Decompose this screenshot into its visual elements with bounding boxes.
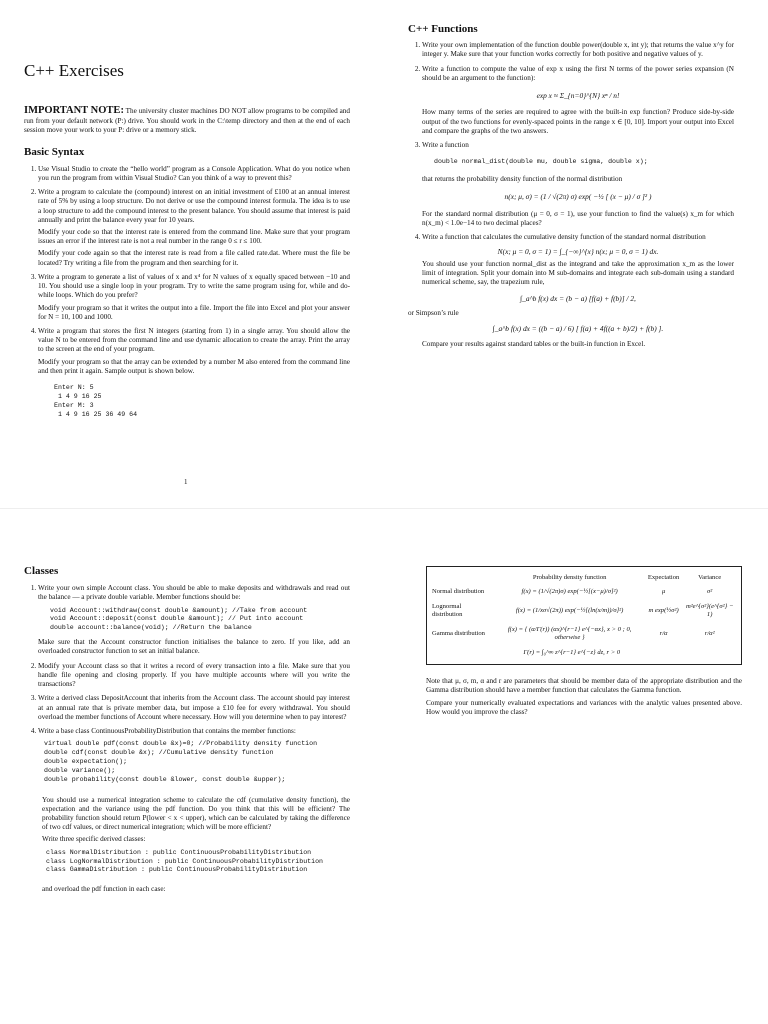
functions-heading: C++ Functions <box>408 23 478 35</box>
classes-heading: Classes <box>24 565 59 577</box>
important-note <box>24 104 350 136</box>
paragraph: Compare your numerically evaluated expectations and variances with the analytic values presented above. How would you improve the class? <box>426 698 742 716</box>
list-item: 1. Write your own simple Account class. You should be able to make deposits and withdrawals and read out the balance — a private double variable. Member functions should be: void Account::withdraw(const double &amount); //Take from account void Account::deposit(const double &amount); // Put into account double account::balance(void); //Return the balance Make sure that the Account constructor function initialises the balance to zero. If you like, add an overloaded constructor function to set an initial balance. <box>38 584 350 657</box>
list-item: 4. Write a function that calculates the cumulative density function of the standard normal distribution N(x; μ = 0, σ = 1) = ∫_{−∞}^{x} n(x; μ = 0, σ = 1) dx. You should use your function normal_dist as the integrand and take the approximation x_m as the lower limit of integration. Split your domain into M sub-domains and integrate each sub-domain using a standard numerical scheme, say, the trapezium rule, ∫_a^b f(x) dx = (b − a) [f(a) + f(b)] / 2, or Simpson’s rule ∫_a^b f(x) dx = ((b − a) / 6) [ f(a) + 4f((a + b)/2) + f(b) ]. Compare your results against standard tables or the built-in function in Excel. <box>422 233 734 349</box>
basic-syntax-list <box>24 165 350 376</box>
important-note-heading: IMPORTANT NOTE: <box>24 104 124 116</box>
paragraph: You should use a numerical integration scheme to calculate the cdf (cumulative density function), the expectation and the variance using the pdf function. Do you think that this will be efficient? The probability function should return P(lower < x < upper), which can be calculated by taking the difference of two cdf values, or direct numerical integration; which will be more efficient? <box>42 795 350 832</box>
list-item: 1. Use Visual Studio to create the “hello world” program as a Console Application. What do you notice when you run the program from within Visual Studio? Can you think of a way to prevent this? <box>38 165 350 183</box>
equation: exp x ≈ Σ_{n=0}^{N} xⁿ / n! <box>536 90 620 100</box>
classes-list <box>24 584 350 785</box>
basic-syntax-heading: Basic Syntax <box>24 145 85 158</box>
list-item: 3. Write a derived class DepositAccount that inherits from the Account class. The account should pay interest at an annual rate that is private member data, but impose a £10 fee for every withdrawal. You should overload the member functions of Account where necessary. How will you determine when to pay interest? <box>38 694 350 722</box>
table-footer-row <box>430 646 738 660</box>
equation: ∫_a^b f(x) dx = (b − a) [f(a) + f(b)] / 2, <box>520 293 636 303</box>
column-header: Variance <box>698 574 722 581</box>
page-title: C++ Exercises <box>24 61 124 80</box>
code-block: double normal_dist(double mu, double sigma, double x); <box>434 158 648 166</box>
list-item: 2. Modify your Account class so that it writes a record of every transaction into a file. Make sure that you handle file opening and closing properly. If you have multiple accounts where will you write the transactions? <box>38 662 350 690</box>
column-header: Probability density function <box>532 574 607 581</box>
page1-left-column <box>24 60 350 425</box>
list-item: 1. Write your own implementation of the function double power(double x, int y); that returns the value x^y for integer y. Make sure that your function works correctly for both positive and negative values of y. <box>422 41 734 59</box>
derived-classes-code: class NormalDistribution : public ContinuousProbabilityDistribution class LogNormalDistribution : public ContinuousProbabilityDistribution class GammaDistribution : public ContinuousProbabilityDistribution <box>46 848 323 874</box>
table-row: Gamma distribution f(x) = { (α/Γ(r)) (αx)^{r−1} e^{−αx}, x > 0 ; 0, otherwise } r/α r/α² <box>432 625 715 642</box>
column-header: Expectation <box>647 574 680 581</box>
page2-left-column <box>24 564 350 898</box>
distribution-table <box>430 571 738 660</box>
page-number: 1 <box>184 478 188 486</box>
list-item: 4. Write a program that stores the first N integers (starting from 1) in a single array. You should allow the value N to be entered from the command line and use dynamic allocation to create the array. Print the array to the screen at the end of your program. Modify your program so that the array can be extended by a number M also entered from the command line and then print it again. Sample output is shown below. <box>38 327 350 376</box>
page2-right-column <box>426 566 742 720</box>
page-divider <box>0 508 768 509</box>
list-item: 3. Write a function double normal_dist(double mu, double sigma, double x); that returns the probability density function of the normal distribution n(x; μ, σ) = (1 / √(2π) σ) exp( −½ [ (x − μ) / σ ]² ) For the standard normal distribution (μ = 0, σ = 1), use your function to find the value(s) x_m for which n(x_m) < 1.0e−14 to two decimal places? <box>422 141 734 228</box>
page1-right-column <box>408 22 734 354</box>
equation: N(x; μ = 0, σ = 1) = ∫_{−∞}^{x} n(x; μ = 0, σ = 1) dx. <box>497 246 659 256</box>
list-item: 4. Write a base class ContinuousProbabilityDistribution that contains the member functions: virtual double pdf(const double &x)=0; //Probability density function double cdf(const double &x); //Cumulative density function double expectation(); double variance(); double probability(const double &lower, const double &upper); <box>38 727 350 785</box>
table-row: Lognormal distribution f(x) = (1/xσ√(2π)) exp(−½[(ln(x/m))/σ]²) m exp(½σ²) m²e^{σ²}(e^{σ²} − 1) <box>432 602 734 619</box>
table-row: Normal distribution f(x) = (1/√(2π)σ) exp(−½[(x−μ)/σ]²) μ σ² <box>432 588 713 596</box>
paragraph: Note that μ, σ, m, α and r are parameters that should be member data of the appropriate distribution and the Gamma distribution should have a member function that calculates the Gamma function. <box>426 677 742 695</box>
code-block: virtual double pdf(const double &x)=0; //Probability density function double cdf(const double &x); //Cumulative density function double expectation(); double variance(); double probability(const double &lower, const double &upper); <box>44 740 318 783</box>
important-note-text: The university cluster machines DO NOT allow programs to be compiled and run from your default network (P:) drive. You should work in the C:\temp directory and then at the end of each session move your work to your P: drive or a memory stick. <box>24 106 350 135</box>
list-item: 2. Write a program to calculate the (compound) interest on an initial investment of £100 at an annual interest rate of 5% by using a loop structure. Do not derive or use the compound interest formula. The idea is to use a loop structure to add the compound interest to the present balance. You should assume that interest is paid annually and print the balance every year for 10 years. Modify your code so that the interest rate is entered from the command line. Make sure that your program issues an error if the interest rate is not a real number in the range 0 ≤ r ≤ 100. Modify your code again so that the interest rate is read from a file called rate.dat. Where must the file be located? Try writing a file from the program and then searching for it. <box>38 188 350 268</box>
equation: ∫_a^b f(x) dx = ((b − a) / 6) [ f(a) + 4f((a + b)/2) + f(b) ]. <box>492 324 664 334</box>
list-item: 3. Write a program to generate a list of values of x and x⁴ for N values of x equally spaced between −10 and 10. You should use a single loop in your program. Try to write the same program using for, while and do-while loops. Which do you prefer? Modify your program so that it writes the output into a file. Import the file into Excel and plot your answer for N = 10, 100 and 1000. <box>38 273 350 322</box>
table-header-row <box>430 571 738 585</box>
paragraph: Write three specific derived classes: <box>42 835 146 844</box>
distribution-table-box <box>426 566 742 665</box>
sample-output: Enter N: 5 1 4 9 16 25 Enter M: 3 1 4 9 16 25 36 49 64 <box>54 384 138 418</box>
gamma-function-definition: Γ(r) = ∫₀^∞ z^{r−1} e^{−z} dz, r > 0 <box>523 648 621 656</box>
list-item: 2. Write a function to compute the value of exp x using the first N terms of the power series expansion (N should be an argument to the function): exp x ≈ Σ_{n=0}^{N} xⁿ / n! How many terms of the series are required to agree with the built-in exp function? Produce side-by-side output of the two functions for evenly-spaced points in the range x ∈ [0, 10]. Import your output into Excel and compare the graphs of the two answers. <box>422 65 734 137</box>
paragraph: and overload the pdf function in each case: <box>42 885 166 894</box>
functions-list <box>408 41 734 349</box>
equation: n(x; μ, σ) = (1 / √(2π) σ) exp( −½ [ (x − μ) / σ ]² ) <box>504 192 652 202</box>
code-block: void Account::withdraw(const double &amount); //Take from account void Account::deposit(const double &amount); // Put into account double account::balance(void); //Return the balance <box>50 606 308 632</box>
